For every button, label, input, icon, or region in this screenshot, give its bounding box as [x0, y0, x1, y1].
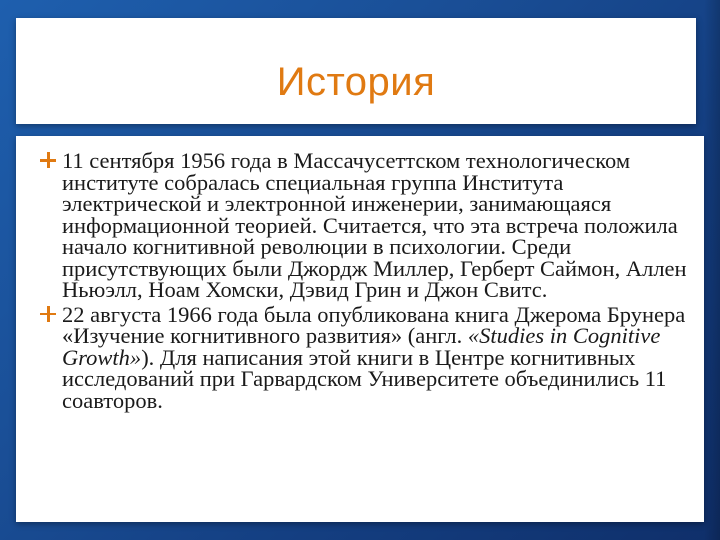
bullet-text-after: ). Для написания этой книги в Центре когнитивных исследований при Гарвардском Университете объединились 11 соавторов. — [62, 344, 667, 413]
book-title-english: «Studies in Cognitive Growth» — [62, 323, 661, 370]
slide-title: История — [276, 60, 436, 104]
bullet-item-1956 — [16, 150, 704, 301]
bullet-list — [16, 150, 704, 411]
bullet-text: 11 сентября 1956 года в Массачусеттском технологическом институте собралась специальная группа Института электрической и электронной инженерии, занимающаяся информационной теорией. Считается, что эта встреча положила начало когнитивной революции в психологии. Среди присутствующих были Джордж Миллер, Герберт Саймон, Аллен Ньюэлл, Ноам Хомски, Дэвид Грин и Джон Свитс. — [62, 148, 687, 302]
bullet-text-before: 22 августа 1966 года была опубликована книга Джерома Брунера «Изучение когнитивного развития» (англ. — [62, 301, 686, 348]
plus-icon — [40, 152, 56, 168]
bullet-item-1966 — [16, 301, 704, 413]
plus-icon — [40, 306, 56, 322]
content-card — [16, 136, 704, 522]
title-card — [16, 18, 696, 124]
background-edge-shade — [704, 0, 720, 540]
